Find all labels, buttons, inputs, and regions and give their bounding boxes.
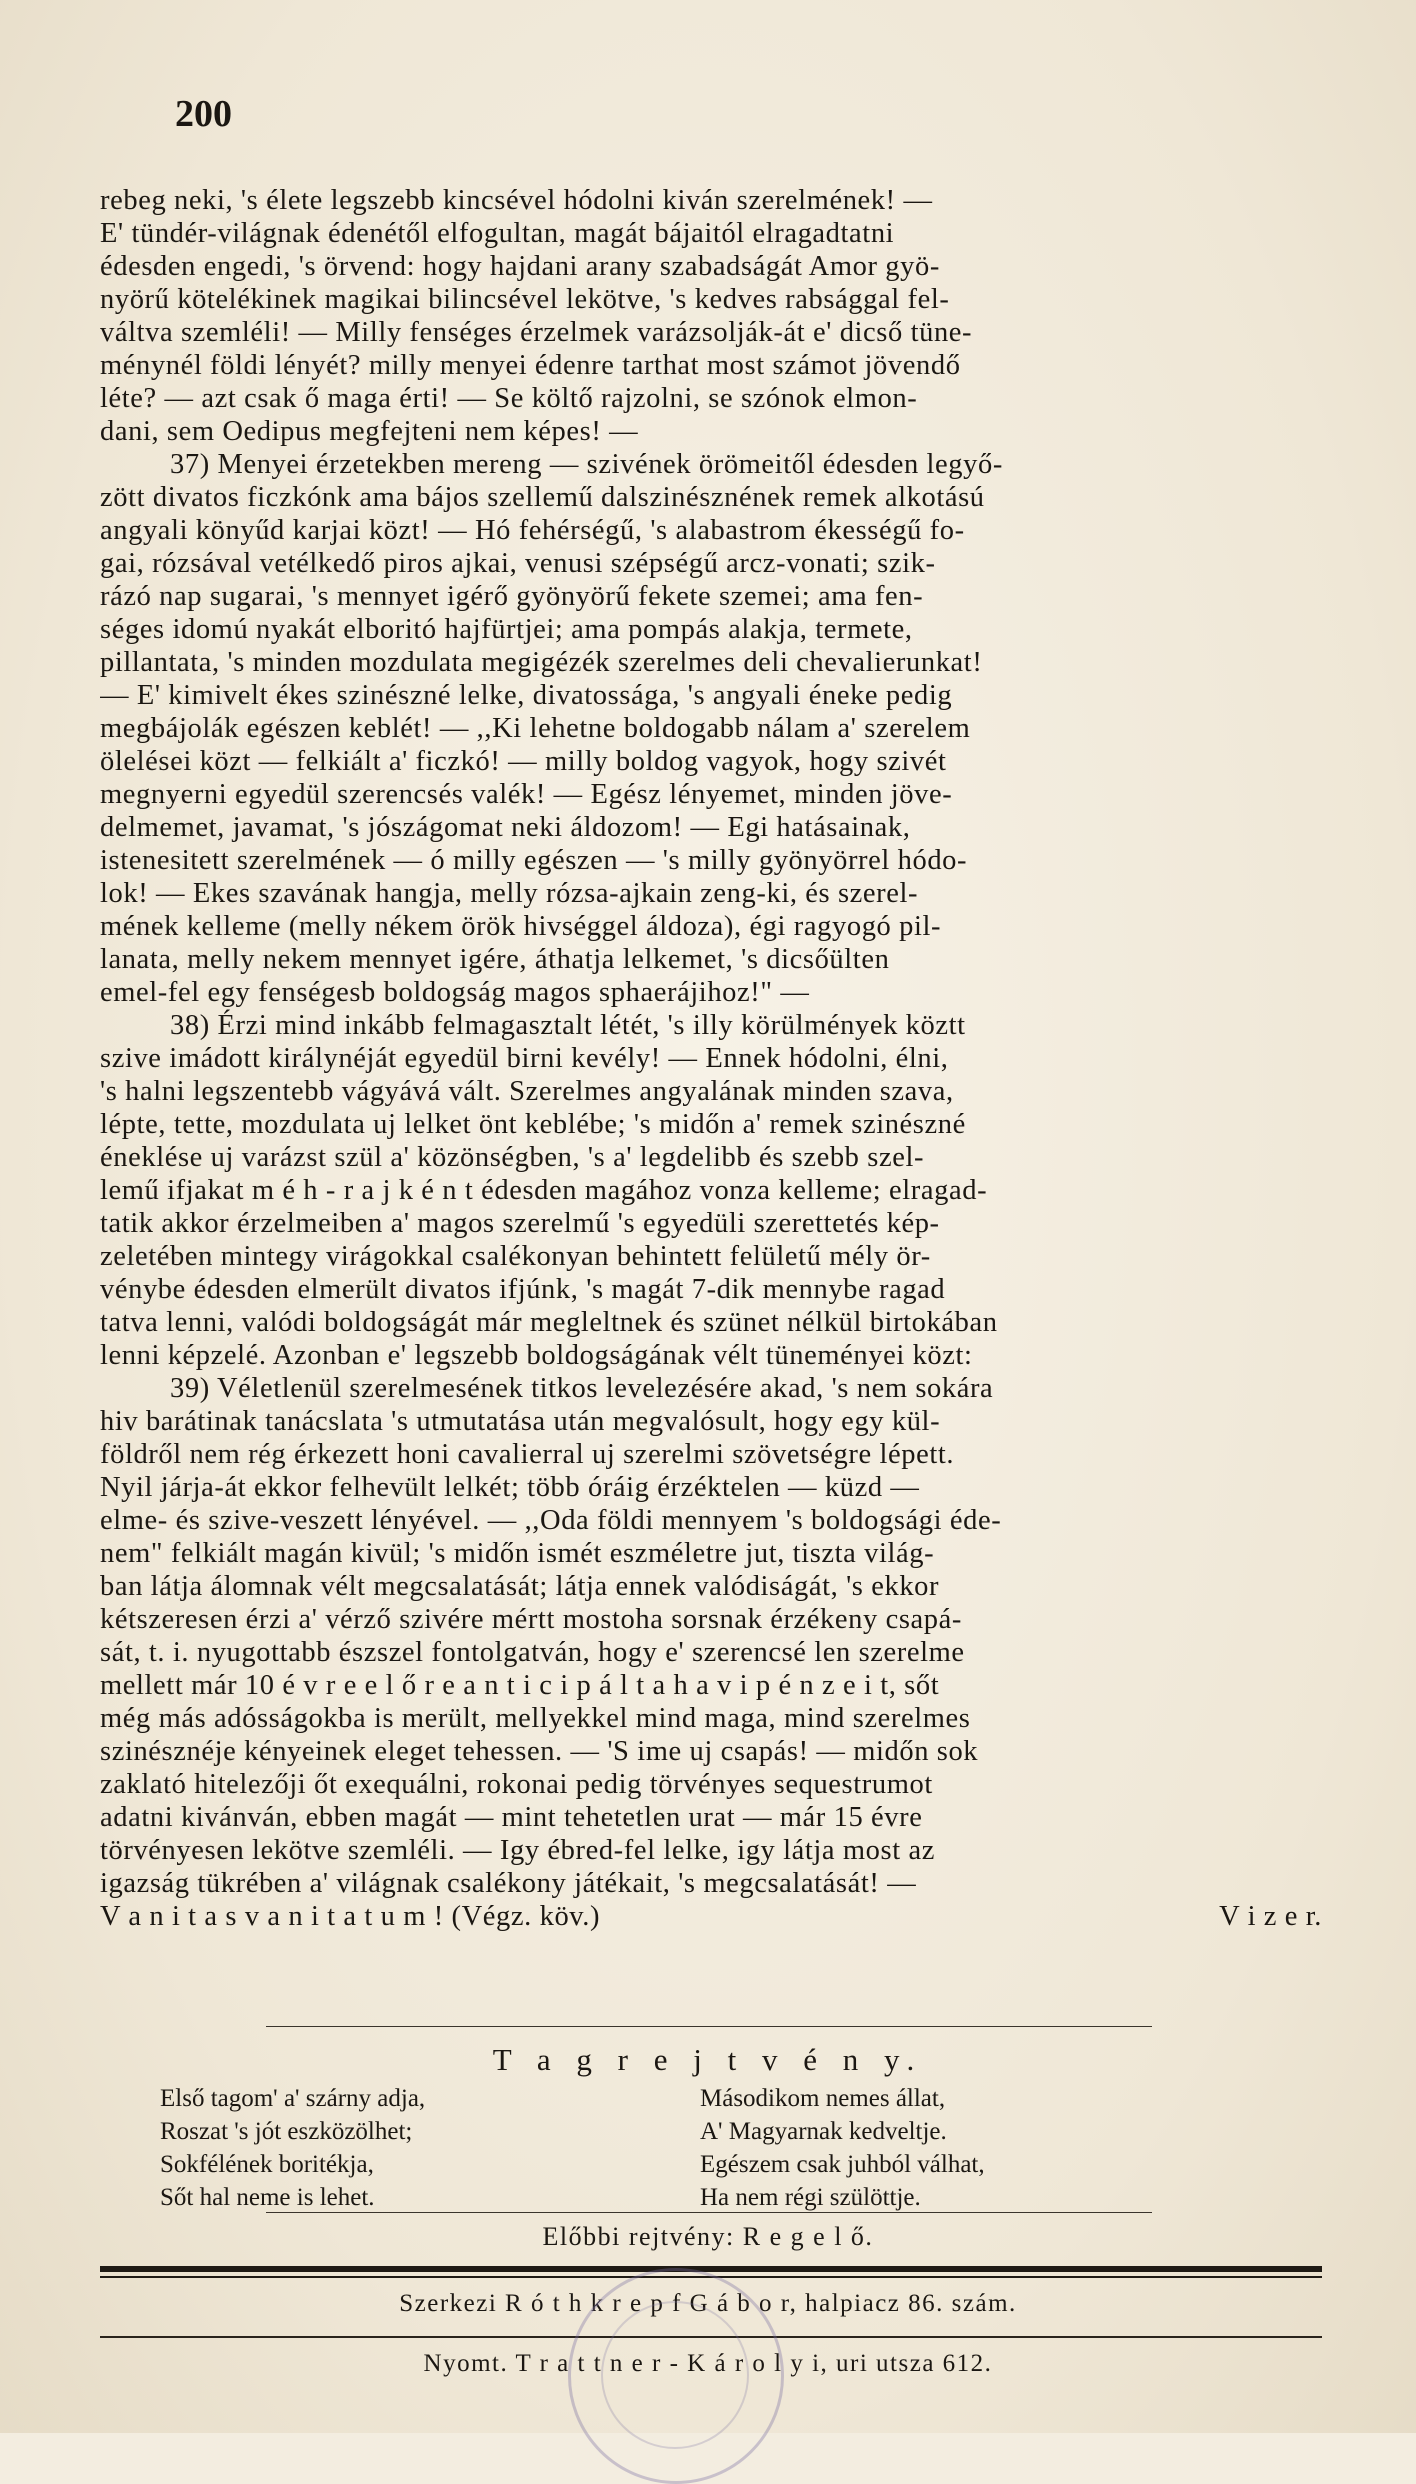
library-stamp-inner-ring [601, 2301, 749, 2449]
text-line: szive imádott királynéját egyedül birni kevély! — Ennek hódolni, élni, [100, 1043, 949, 1074]
puzzle-title: T a g r e j t v é n y. [492, 2042, 924, 2077]
text-line: szinésznéje kényeinek eleget tehessen. — 'S ime uj csapás! — midőn sok [100, 1736, 979, 1767]
text-line: Nyil járja-át ekkor felhevült lelkét; több óráig érzéktelen — küzd — [100, 1472, 920, 1503]
text-line: E' tündér-világnak édenétől elfogultan, magát bájaitól elragadtatni [100, 218, 895, 249]
editor-imprint: Szerkezi R ó t h k r e p f G á b o r, halpiacz 86. szám. [399, 2290, 1017, 2317]
verse-line: Egészem csak juhból válhat, [700, 2151, 985, 2178]
text-line: istenesitett szerelmének — ó milly egészen — 's milly gyönyörrel hódo- [100, 845, 968, 876]
puzzle-left-verse [160, 2082, 425, 2214]
section-divider [266, 2026, 1152, 2027]
text-line: zött divatos ficzkónk ama bájos szellemű dalszinésznének remek alkotású [100, 482, 985, 513]
text-line: angyali könyűd karjai közt! — Hó fehérségű, 's alabastrom ékességű fo- [100, 515, 965, 546]
text-line: 39) Véletlenül szerelmesének titkos levelezésére akad, 's nem sokára [170, 1373, 994, 1404]
text-line: lemű ifjakat m é h - r a j k é n t édesden magához vonza kelleme; elragad- [100, 1175, 988, 1206]
text-line: ölelései közt — felkiált a' ficzkó! — milly boldog vagyok, hogy szivét [100, 746, 947, 777]
text-line: lanata, melly nekem mennyet igére, áthatja lelkemet, 's dicsőülten [100, 944, 890, 975]
text-line: gai, rózsával vetélkedő piros ajkai, venusi szépségű arcz-vonati; szik- [100, 548, 936, 579]
body-text [100, 184, 1322, 1933]
text-line: megnyerni egyedül szerencsés valék! — Egész lényemet, minden jöve- [100, 779, 953, 810]
text-line: — E' kimivelt ékes szinészné lelke, divatossága, 's angyali éneke pedig [100, 680, 953, 711]
signoff-motto: V a n i t a s v a n i t a t u m ! (Végz. köv.) [100, 1901, 601, 1932]
text-line: 37) Menyei érzetekben mereng — szivének örömeitől édesden legyő- [170, 449, 1003, 480]
text-line: édesden engedi, 's örvend: hogy hajdani arany szabadságát Amor gyö- [100, 251, 940, 282]
text-line: 's halni legszentebb vágyává vált. Szerelmes angyalának minden szava, [100, 1076, 954, 1107]
text-line: 38) Érzi mind inkább felmagasztalt létét, 's illy körülmények köztt [170, 1010, 966, 1041]
verse-line: Sőt hal neme is lehet. [160, 2184, 375, 2211]
puzzle-right-verse [700, 2082, 985, 2214]
text-line: tatik akkor érzelmeiben a' magos szerelmű 's egyedüli szerettetés kép- [100, 1208, 940, 1239]
text-line: adatni kivánván, ebben magát — mint tehetetlen urat — már 15 évre [100, 1802, 923, 1833]
text-line: dani, sem Oedipus megfejteni nem képes! — [100, 416, 639, 447]
text-line: mének kelleme (melly nékem örök hivséggel áldoza), égi ragyogó pil- [100, 911, 942, 942]
text-line: mellett már 10 é v r e e l ő r e a n t i c i p á l t a h a v i p é n z e i t, sőt [100, 1670, 940, 1701]
footer-rule-thick [100, 2266, 1322, 2272]
text-line: séges idomú nyakát elboritó hajfürtjei; ama pompás alakja, termete, [100, 614, 913, 645]
text-line: vénybe édesden elmerült divatos ifjúnk, 's magát 7-dik mennybe ragad [100, 1274, 946, 1305]
verse-line: A' Magyarnak kedveltje. [700, 2118, 947, 2145]
text-line: delmemet, javamat, 's jószágomat neki áldozom! — Egi hatásainak, [100, 812, 911, 843]
text-line: nyörű kötelékinek magikai bilincsével lekötve, 's kedves rabsággal fel- [100, 284, 950, 315]
library-stamp [568, 2268, 784, 2484]
signoff-author: V i z e r. [1219, 1901, 1322, 1932]
text-line: tatva lenni, valódi boldogságát már megleltnek és szünet nélkül birtokában [100, 1307, 998, 1338]
text-line: hiv barátinak tanácslata 's utmutatása után megvalósult, hogy egy kül- [100, 1406, 941, 1437]
text-line: zaklató hitelezőji őt exequálni, rokonai pedig törvényes sequestrumot [100, 1769, 933, 1800]
text-line: rebeg neki, 's élete legszebb kincsével hódolni kiván szerelmének! — [100, 185, 933, 216]
text-line: igazság tükrében a' világnak csalékony játékait, 's megcsalatását! — [100, 1868, 917, 1899]
puzzle-divider [266, 2212, 1152, 2213]
text-line: lenni képzelé. Azonban e' legszebb boldogságának vélt tüneményei közt: [100, 1340, 973, 1371]
printer-imprint: Nyomt. T r a t t n e r - K á r o l y i, uri utsza 612. [423, 2350, 993, 2377]
text-line: nem" felkiált magán kivül; 's midőn ismét eszméletre jut, tiszta világ- [100, 1538, 935, 1569]
text-line: rázó nap sugarai, 's mennyet igérő gyönyörű fekete szemei; ama fen- [100, 581, 924, 612]
text-line: ban látja álomnak vélt megcsalatását; látja ennek valódiságát, 's ekkor [100, 1571, 940, 1602]
verse-line: Sokfélének boritékja, [160, 2151, 374, 2178]
verse-line: Első tagom' a' szárny adja, [160, 2085, 426, 2112]
verse-line: Ha nem régi szülöttje. [700, 2184, 921, 2211]
text-line: zeletében mintegy virágokkal csalékonyan behintett felületű mély ör- [100, 1241, 931, 1272]
page-number: 200 [175, 93, 232, 135]
signoff-line [100, 1900, 1322, 1933]
text-line: lok! — Ekes szavának hangja, melly rózsa-ajkain zeng-ki, és szerel- [100, 878, 919, 909]
text-line: váltva szemléli! — Milly fenséges érzelmek varázsolják-át e' dicső tüne- [100, 317, 973, 348]
text-line: lépte, tette, mozdulata uj lelket önt keblébe; 's midőn a' remek szinészné [100, 1109, 966, 1140]
text-line: törvényesen lekötve szemléli. — Igy ébred-fel lelke, igy látja most az [100, 1835, 935, 1866]
text-line: emel-fel egy fenségesb boldogság magos sphaerájihoz!" — [100, 977, 810, 1008]
text-line: megbájolák egészen keblét! — ,,Ki lehetne boldogabb nálam a' szerelem [100, 713, 971, 744]
text-line: léte? — azt csak ő maga érti! — Se költő rajzolni, se szónok elmon- [100, 383, 918, 414]
text-line: kétszeresen érzi a' vérző szivére mértt mostoha sorsnak érzékeny csapá- [100, 1604, 962, 1635]
text-line: ménynél földi lényét? milly menyei édenre tarthat most számot jövendő [100, 350, 961, 381]
previous-puzzle-answer: Előbbi rejtvény: R e g e l ő. [542, 2222, 874, 2251]
text-line: még más adósságokba is merült, mellyekkel mind maga, mind szerelmes [100, 1703, 971, 1734]
text-line: földről nem rég érkezett honi cavalierral uj szerelmi szövetségre lépett. [100, 1439, 955, 1470]
text-line: pillantata, 's minden mozdulata megigézék szerelmes deli chevalierunkat! [100, 647, 983, 678]
text-line: elme- és szive-veszett lényével. — ,,Oda földi mennyem 's boldogsági éde- [100, 1505, 1002, 1536]
text-line: sát, t. i. nyugottabb észszel fontolgatván, hogy e' szerencsé len szerelme [100, 1637, 965, 1668]
verse-line: Roszat 's jót eszközölhet; [160, 2118, 413, 2145]
verse-line: Másodikom nemes állat, [700, 2085, 946, 2112]
text-line: éneklése uj varázst szül a' közönségben, 's a' legdelibb és szebb szel- [100, 1142, 925, 1173]
